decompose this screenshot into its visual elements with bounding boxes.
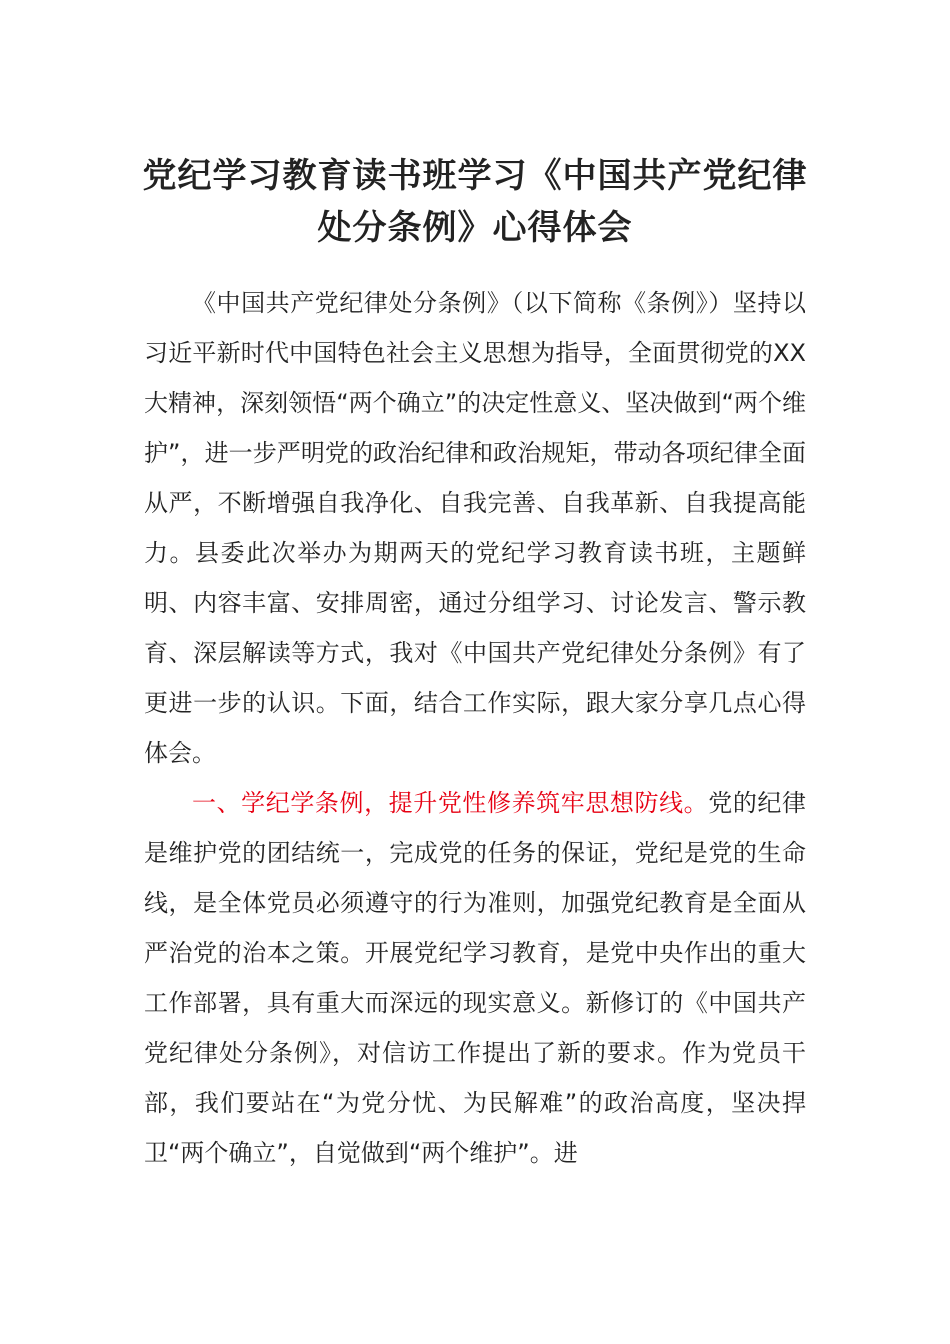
- section-one-paragraph: [144, 778, 806, 1178]
- title-line-2: 处分条例》心得体会: [317, 208, 633, 248]
- section-one-block: [144, 778, 806, 1178]
- title-line-1: 党纪学习教育读书班学习《中国共产党纪律: [142, 156, 808, 196]
- intro-paragraph-block: [144, 278, 806, 778]
- section-one-text: 党的纪律是维护党的团结统一，完成党的任务的保证，党纪是党的生命线，是全体党员必须遵守的行为准则，加强党纪教育是全面从严治党的治本之策。开展党纪学习教育，是党中央作出的重大工作部署，具有重大而深远的现实意义。新修订的《中国共产党纪律处分条例》，对信访工作提出了新的要求。作为党员干部，我们要站在“为党分忧、为民解难”的政治高度，坚决捍卫“两个确立”，自觉做到“两个维护”。进: [144, 789, 806, 1167]
- document-title: [120, 150, 830, 254]
- section-one-heading: 一、学纪学条例，提升党性修养筑牢思想防线。: [192, 789, 709, 817]
- intro-paragraph: 《中国共产党纪律处分条例》（以下简称《条例》）坚持以习近平新时代中国特色社会主义思想为指导，全面贯彻党的XX大精神，深刻领悟“两个确立”的决定性意义、坚决做到“两个维护”，进一步严明党的政治纪律和政治规矩，带动各项纪律全面从严，不断增强自我净化、自我完善、自我革新、自我提高能力。县委此次举办为期两天的党纪学习教育读书班，主题鲜明、内容丰富、安排周密，通过分组学习、讨论发言、警示教育、深层解读等方式，我对《中国共产党纪律处分条例》有了更进一步的认识。下面，结合工作实际，跟大家分享几点心得体会。: [144, 289, 806, 767]
